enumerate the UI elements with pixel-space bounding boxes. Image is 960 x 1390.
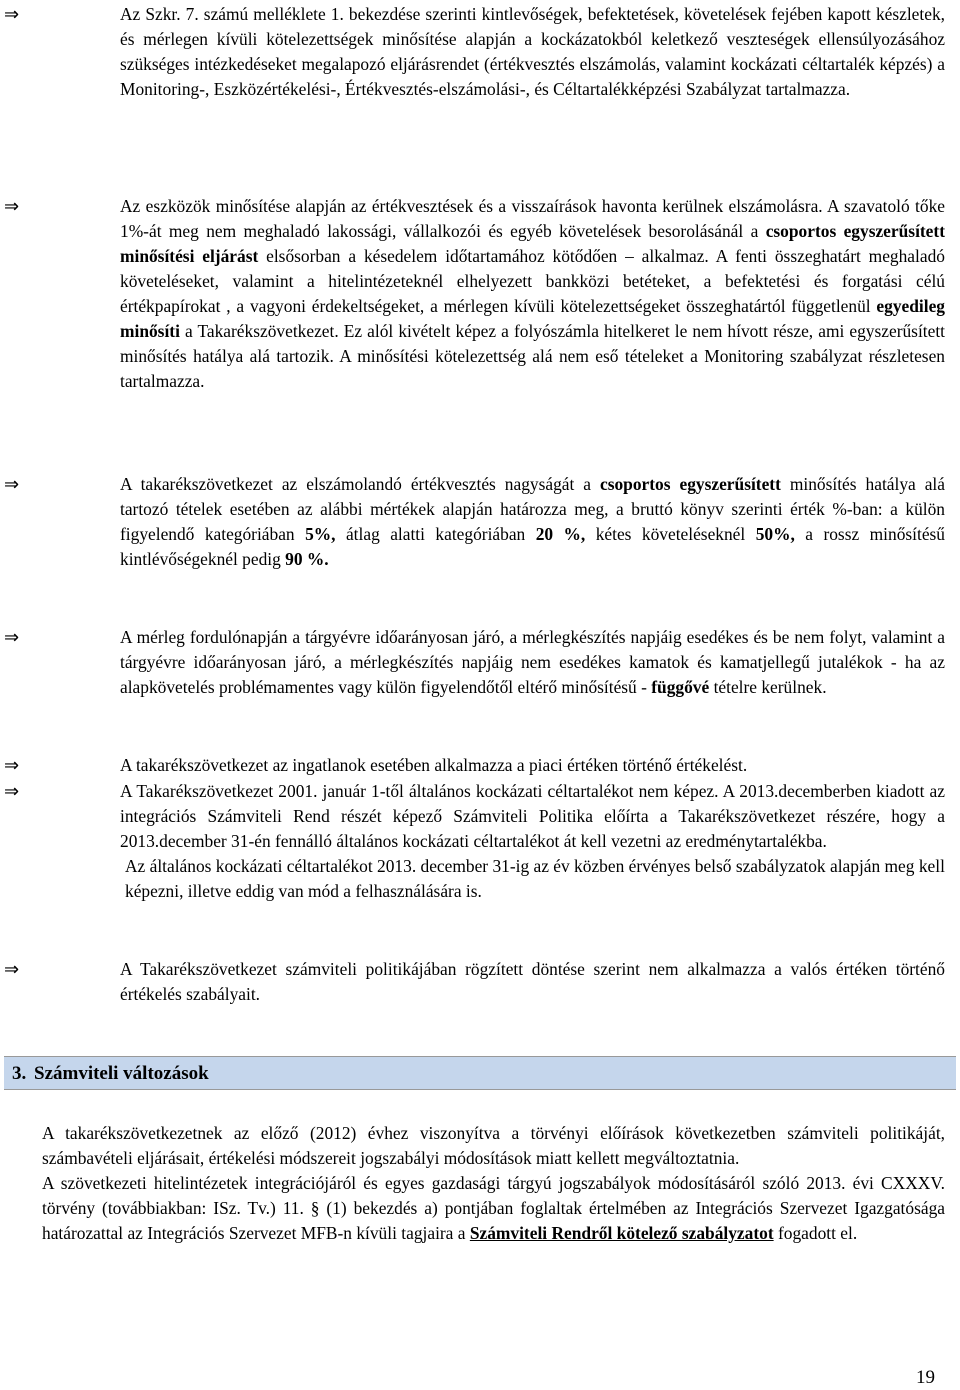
right-arrow-icon: ⇒	[4, 959, 20, 980]
regulation-reference: Számviteli Rendről kötelező szabályzatot	[469, 1223, 774, 1243]
text-segment: a Takarékszövetkezet. Ez alól kivételt képez a folyószámla hitelkeret le nem hívott része, ami egyszerűsített minősítés hatálya alá tartozik. A minősítési kötelezettség alá nem eső tételeket a Monitoring szabályzat részletesen tartalmazza.	[120, 321, 945, 391]
text-segment: kétes követeléseknél	[585, 524, 756, 544]
bold-segment: 20 %,	[535, 524, 586, 544]
section-paragraph-2	[42, 1171, 945, 1246]
right-arrow-icon: ⇒	[4, 196, 20, 217]
bullet-item-3	[0, 472, 945, 572]
indented-paragraph: Az általános kockázati céltartalékot 2013. december 31-ig az év közben érvényes belső szabályzatok alapján meg kell képezni, illetve eddig van mód a felhasználására is.	[125, 856, 945, 901]
bullet-paragraph	[120, 625, 945, 700]
text-segment: Az eszközök minősítése alapján az értékvesztések és a visszaírások havonta kerülnek elszámolásra. A szavatoló tőke 1%-át meg nem meghaladó lakossági, vállalkozói és egyéb követelések besorolásánál a	[120, 196, 945, 241]
bullet-paragraph	[120, 472, 945, 572]
right-arrow-icon: ⇒	[4, 781, 20, 802]
bullet-paragraph: A takarékszövetkezet az ingatlanok esetében alkalmazza a piaci értéken történő értékelést.	[120, 755, 748, 775]
bold-segment: függővé	[651, 677, 710, 697]
right-arrow-icon: ⇒	[4, 4, 20, 25]
bullet-item-2	[0, 194, 945, 394]
bold-segment: 5%,	[305, 524, 336, 544]
bullet-text	[120, 753, 945, 778]
bold-segment: egyedileg minősíti	[120, 296, 945, 341]
section-paragraph-1: A takarékszövetkezetnek az előző (2012) évhez viszonyítva a törvényi előírások következetben számviteli politikáját, számbavételi eljárásait, értékelési módszereit jogszabályi módosítások miatt kellett megváltoztatnia.	[42, 1123, 945, 1168]
text-segment: tételre kerülnek.	[709, 677, 827, 697]
bold-segment: 90 %.	[285, 549, 329, 569]
text-segment: elsősorban a késedelem időtartamához kötődően – alkalmaz. A fenti összeghatárt meghaladó követeléseket, valamint a hitelintézeteknél elhelyezett bankközi betéteket, a befektetési és forgatási célú értékpapírokat , a vagyoni érdekeltségeket, a mérlegen kívüli kötelezettségeket összeghatártól függetlenül	[120, 246, 945, 316]
bullet-item-5	[0, 753, 945, 778]
bullet-paragraph	[120, 194, 945, 394]
bullet-text	[120, 472, 945, 572]
bullet-text	[120, 625, 945, 700]
bullet-paragraph: A Takarékszövetkezet 2001. január 1-től általános kockázati céltartalékot nem képez. A 2013.decemberben kiadott az integrációs Számviteli Rend részét képező Számviteli Politika előírta a Takarékszövetkezet részére, hogy a 2013.december 31-én fennálló általános kockázati céltartalékot át kell vezetni az eredménytartalékba.	[120, 781, 945, 851]
text-segment: minősítés hatálya alá tartozó tételek esetében az alábbi mértékek alapján határozza meg, a bruttó könyv szerinti érték %-ban: a külön figyelendő kategóriában	[120, 474, 945, 544]
section-number: 3.	[12, 1063, 27, 1084]
right-arrow-icon: ⇒	[4, 474, 20, 495]
text-segment: A szövetkezeti hitelintézetek integrációjáról és egyes gazdasági tárgyú jogszabályok módosításáról szóló 2013. évi CXXXV. törvény (továbbiakban: ISz. Tv.) 11. § (1) bekezdés a) pontjában foglaltak értelmében az Integrációs Szervezet Igazgatósága határozattal az Integrációs Szervezet MFB-n kívüli tagjaira a	[42, 1173, 945, 1243]
section-body	[42, 1121, 945, 1246]
section-heading	[12, 1061, 209, 1086]
bold-segment: csoportos egyszerűsített minősítési eljárást	[120, 221, 945, 266]
bullet-item-6	[0, 779, 945, 904]
bullet-text	[120, 779, 945, 904]
text-segment: A mérleg fordulónapján a tárgyévre időarányosan járó, a mérlegkészítés napjáig esedékes és be nem folyt, valamint a tárgyévre időarányosan járó, a mérlegkészítés napjáig nem esedékes kamatok és kamatjellegű jutalékok - ha az alapkövetelés problémamentes vagy külön figyelendőtől eltérő minősítésű -	[120, 627, 945, 697]
text-segment: fogadott el.	[773, 1223, 858, 1243]
text-segment: a rossz minősítésű kintlévőségeknél pedig	[120, 524, 945, 569]
section-title: Számviteli változások	[34, 1063, 209, 1084]
bullet-item-1	[0, 2, 945, 102]
bold-segment: csoportos egyszerűsített	[600, 474, 781, 494]
bold-segment: 50%,	[755, 524, 795, 544]
bullet-paragraph: Az Szkr. 7. számú melléklete 1. bekezdése szerinti kintlevőségek, befektetések, követelések fejében kapott készletek, és mérlegen kívüli kötelezettségek minősítése alapján a kockázatokból keletkező veszteségek ellensúlyozásához szükséges intézkedéseket megalapozó eljárásrendet (értékvesztés elszámolás, valamint kockázati céltartalék képzés) a Monitoring-, Eszközértékelési-, Értékvesztés-elszámolási-, és Céltartalékképzési Szabályzat tartalmazza.	[120, 4, 945, 99]
bullet-item-4	[0, 625, 945, 700]
page-number: 19	[916, 1367, 935, 1388]
right-arrow-icon: ⇒	[4, 755, 20, 776]
bullet-paragraph: A Takarékszövetkezet számviteli politikájában rögzített döntése szerint nem alkalmazza a valós értéken történő értékelés szabályait.	[120, 959, 945, 1004]
bullet-item-7	[0, 957, 945, 1007]
text-segment: átlag alatti kategóriában	[335, 524, 536, 544]
bullet-text	[120, 194, 945, 394]
right-arrow-icon: ⇒	[4, 627, 20, 648]
text-segment: A takarékszövetkezet az elszámolandó értékvesztés nagyságát a	[120, 474, 600, 494]
bullet-text	[120, 957, 945, 1007]
bullet-text	[120, 2, 945, 102]
